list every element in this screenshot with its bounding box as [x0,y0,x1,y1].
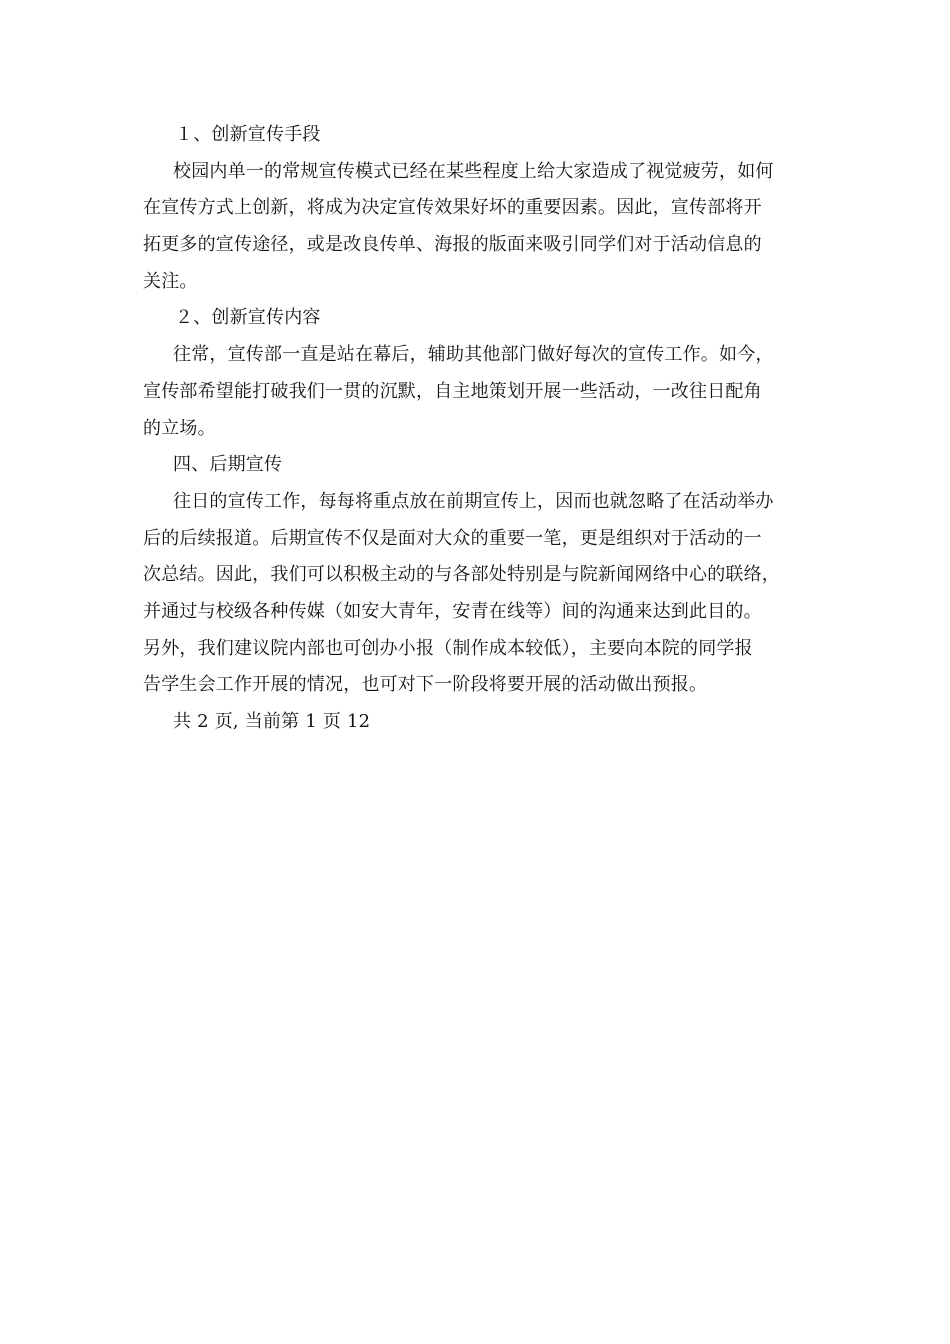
page-footer: 共 2 页, 当前第 1 页 12 [173,711,371,732]
paragraph-line: 往常，宣传部一直是站在幕后，辅助其他部门做好每次的宣传工作。如今， [173,344,774,366]
paragraph-line: 后的后续报道。后期宣传不仅是面对大众的重要一笔，更是组织对于活动的一 [143,527,762,549]
paragraph-line: 并通过与校级各种传媒（如安大青年，安青在线等）间的沟通来达到此目的。 [143,600,762,622]
paragraph-3 [143,484,807,704]
section-heading-2: ２、创新宣传内容 [175,307,321,329]
paragraph-line: 次总结。因此，我们可以积极主动的与各部处特别是与院新闻网络中心的联络， [143,564,780,586]
paragraph-line: 校园内单一的常规宣传模式已经在某些程度上给大家造成了视觉疲劳，如何 [173,160,774,182]
paragraph-2 [143,337,807,447]
paragraph-line: 关注。 [143,270,198,292]
section-heading-3: 四、后期宣传 [173,454,283,476]
paragraph-line: 往日的宣传工作，每每将重点放在前期宣传上，因而也就忽略了在活动举办 [173,490,774,512]
paragraph-line: 告学生会工作开展的情况，也可对下一阶段将要开展的活动做出预报。 [143,674,708,696]
document-body [143,117,807,741]
paragraph-line: 的立场。 [143,417,216,439]
paragraph-line: 拓更多的宣传途径，或是改良传单、海报的版面来吸引同学们对于活动信息的 [143,234,762,256]
paragraph-1 [143,154,807,301]
paragraph-line: 在宣传方式上创新，将成为决定宣传效果好坏的重要因素。因此，宣传部将开 [143,197,762,219]
section-heading-1: １、创新宣传手段 [175,124,321,145]
paragraph-line: 另外，我们建议院内部也可创办小报（制作成本较低），主要向本院的同学报 [143,637,753,659]
paragraph-line: 宣传部希望能打破我们一贯的沉默，自主地策划开展一些活动，一改往日配角 [143,380,762,402]
